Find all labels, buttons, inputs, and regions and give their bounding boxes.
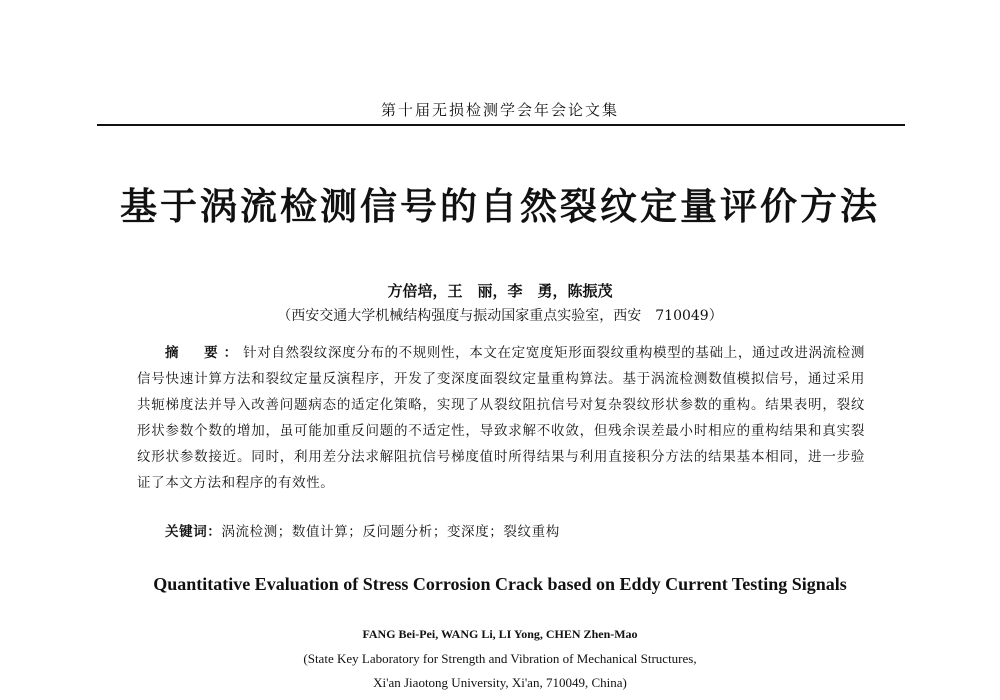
affiliation-en-line-1: (State Key Laboratory for Strength and Vibration of Mechanical Structures, [303,651,697,666]
authors-cn: 方倍培，王 丽，李 勇，陈振茂 [387,282,613,300]
keywords-text: 涡流检测；数值计算；反问题分析；变深度；裂纹重构 [221,524,560,540]
abstract-label: 摘 要： [165,345,244,361]
authors-en: FANG Bei-Pei, WANG Li, LI Yong, CHEN Zhen-Mao [362,627,638,641]
header-rule [97,124,905,126]
abstract-cn [137,340,865,496]
keywords-cn [165,520,560,540]
abstract-text: 针对自然裂纹深度分布的不规则性，本文在定宽度矩形面裂纹重构模型的基础上，通过改进涡流检测信号快速计算方法和裂纹定量反演程序，开发了变深度面裂纹定量重构算法。基于涡流检测数值模拟信号，通过采用共轭梯度法并导入改善问题病态的适定化策略，实现了从裂纹阻抗信号对复杂裂纹形状参数的重构。结果表明，裂纹形状参数个数的增加，虽可能加重反问题的不适定性，导致求解不收敛，但残余误差最小时相应的重构结果和真实裂纹形状参数接近。同时，利用差分法求解阻抗信号梯度值时所得结果与利用直接积分方法的结果基本相同，进一步验证了本文方法和程序的有效性。 [137,345,865,491]
paper-title-cn: 基于涡流检测信号的自然裂纹定量评价方法 [120,185,880,228]
affiliation-cn: （西安交通大学机械结构强度与振动国家重点实验室，西安 710049） [277,308,723,324]
affiliation-en-line-2: Xi'an Jiaotong University, Xi'an, 710049, China) [373,675,627,690]
running-header: 第十届无损检测学会年会论文集 [380,101,619,119]
paper-title-en: Quantitative Evaluation of Stress Corrosion Crack based on Eddy Current Testing Signals [153,574,847,594]
keywords-label: 关键词： [165,524,222,540]
